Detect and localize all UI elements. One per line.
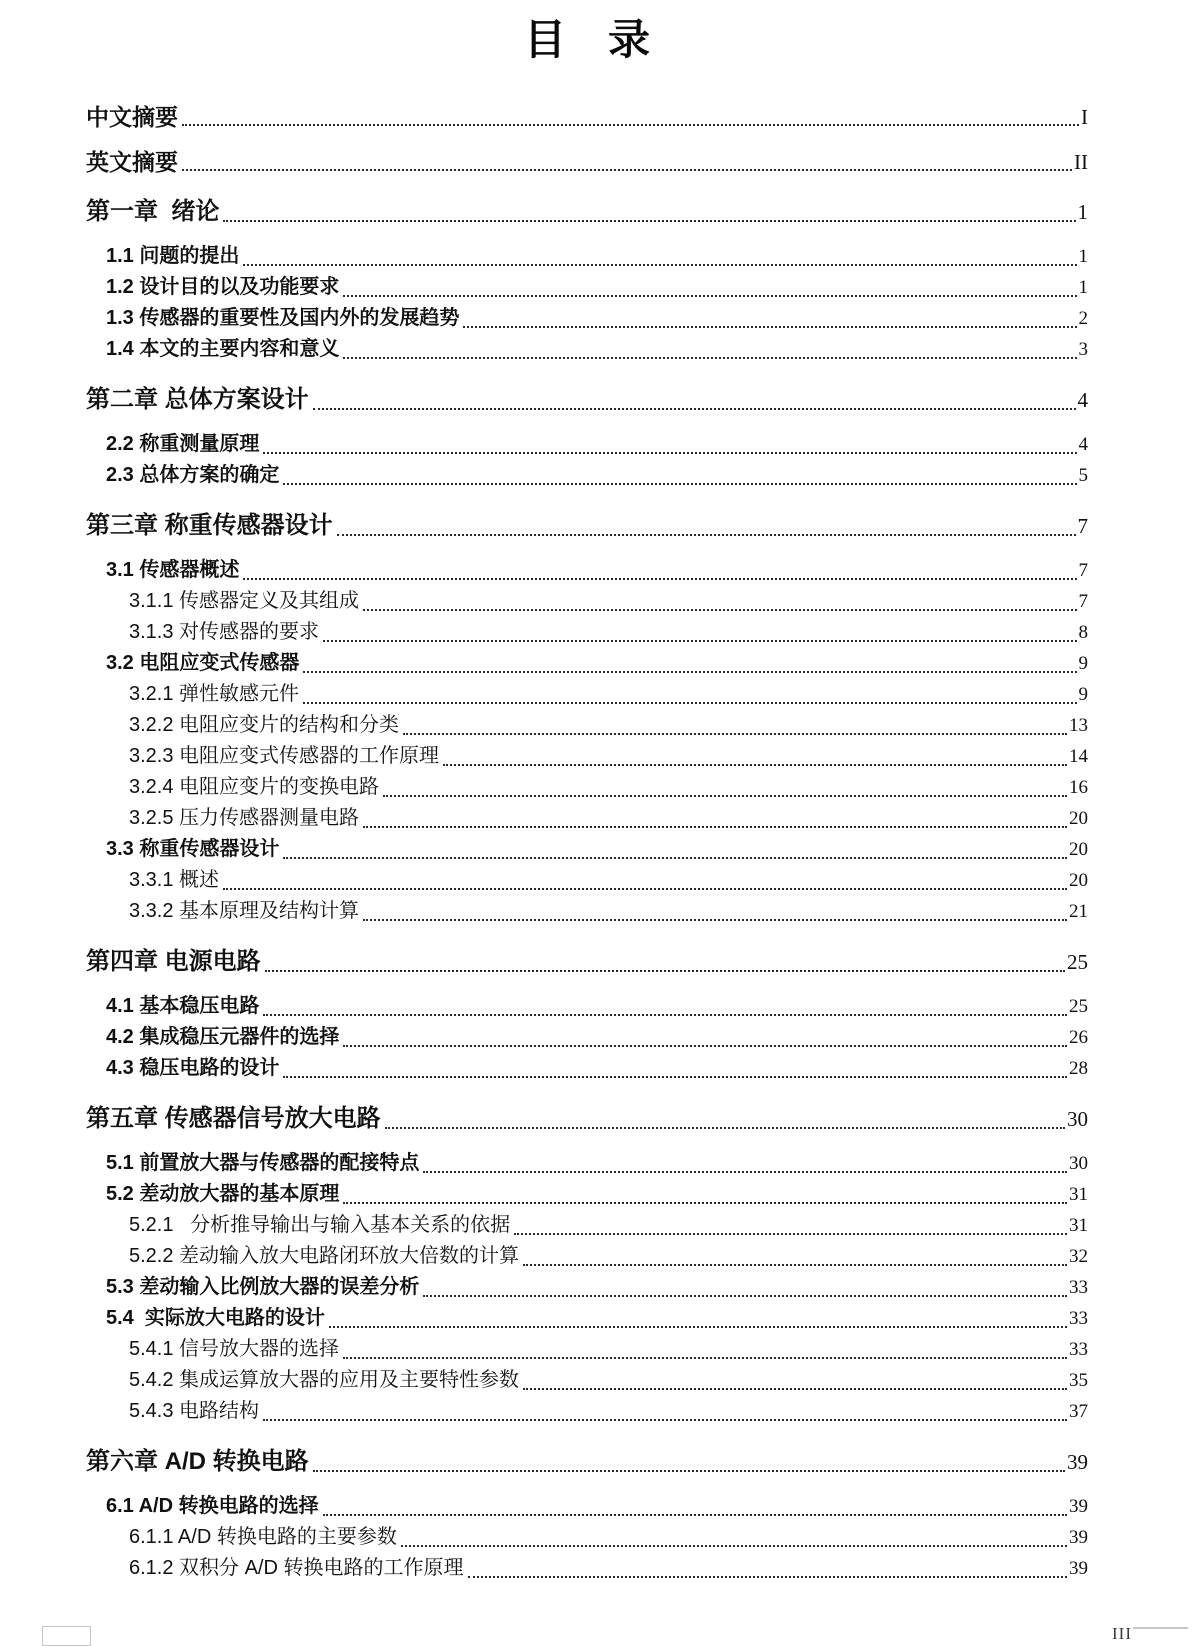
toc-entry[interactable] xyxy=(86,1148,1088,1179)
toc-entry[interactable] xyxy=(86,272,1088,303)
toc-leader-dots xyxy=(303,702,1076,704)
toc-entry-label: 第二章 总体方案设计 xyxy=(86,386,309,414)
toc-entry[interactable] xyxy=(86,710,1088,741)
toc-entry[interactable] xyxy=(86,1022,1088,1053)
toc-entry[interactable] xyxy=(86,334,1088,365)
toc-leader-dots xyxy=(265,970,1065,972)
toc-entry-label: 第四章 电源电路 xyxy=(86,948,261,976)
toc-entry-page: 14 xyxy=(1069,746,1088,768)
toc-entry-page: 39 xyxy=(1069,1527,1088,1549)
toc-leader-dots xyxy=(283,857,1067,859)
toc-leader-dots xyxy=(182,124,1079,126)
toc-entry-label: 第三章 称重传感器设计 xyxy=(86,512,333,540)
toc-entry[interactable] xyxy=(86,679,1088,710)
toc-entry-label: 1.3 传感器的重要性及国内外的发展趋势 xyxy=(106,307,460,330)
toc-entry-page: 1 xyxy=(1078,277,1088,299)
toc-entry-label: 5.4 实际放大电路的设计 xyxy=(106,1307,325,1330)
toc-entry[interactable] xyxy=(86,102,1088,132)
toc-entry[interactable] xyxy=(86,834,1088,865)
toc-entry-page: 8 xyxy=(1078,622,1088,644)
toc-leader-dots xyxy=(383,795,1067,797)
toc-entry-page: 25 xyxy=(1069,996,1088,1018)
toc-entry-page: 7 xyxy=(1077,514,1088,539)
toc-entry-page: 30 xyxy=(1067,1107,1088,1132)
toc-entry-page: 28 xyxy=(1069,1058,1088,1080)
toc-entry-page: 30 xyxy=(1069,1153,1088,1175)
toc-entry[interactable] xyxy=(86,1053,1088,1084)
toc-entry-page: 1 xyxy=(1078,246,1088,268)
toc-entry-label: 3.2.3 电阻应变式传感器的工作原理 xyxy=(129,745,440,768)
toc-leader-dots xyxy=(313,408,1076,410)
toc-entry[interactable] xyxy=(86,1241,1088,1272)
toc-entry-page: 2 xyxy=(1078,308,1088,330)
toc-entry-page: 33 xyxy=(1069,1308,1088,1330)
toc-entry[interactable] xyxy=(86,1491,1088,1522)
toc-entry-label: 5.2.2 差动输入放大电路闭环放大倍数的计算 xyxy=(129,1245,520,1268)
toc-leader-dots xyxy=(343,357,1076,359)
toc-entry[interactable] xyxy=(86,1303,1088,1334)
toc-leader-dots xyxy=(313,1470,1065,1472)
toc-entry-page: 16 xyxy=(1069,777,1088,799)
toc-leader-dots xyxy=(263,1014,1067,1016)
toc-entry-label: 1.2 设计目的以及功能要求 xyxy=(106,276,340,299)
toc-leader-dots xyxy=(423,1171,1067,1173)
toc-entry[interactable] xyxy=(86,1272,1088,1303)
toc-leader-dots xyxy=(283,483,1076,485)
toc-leader-dots xyxy=(523,1388,1067,1390)
toc-leader-dots xyxy=(263,452,1076,454)
toc-entry-label: 6.1 A/D 转换电路的选择 xyxy=(106,1495,319,1518)
toc-entry[interactable] xyxy=(86,510,1088,542)
toc-leader-dots xyxy=(337,534,1076,536)
toc-leader-dots xyxy=(343,295,1076,297)
toc-entry-label: 3.1.1 传感器定义及其组成 xyxy=(129,590,360,613)
toc-entry[interactable] xyxy=(86,429,1088,460)
toc-entry-page: 37 xyxy=(1069,1401,1088,1423)
toc-entry-label: 4.2 集成稳压元器件的选择 xyxy=(106,1026,340,1049)
toc-entry[interactable] xyxy=(86,896,1088,927)
toc-entry-label: 3.1 传感器概述 xyxy=(106,559,240,582)
toc-entry-page: 9 xyxy=(1078,653,1088,675)
toc-entry[interactable] xyxy=(86,803,1088,834)
toc-leader-dots xyxy=(363,919,1067,921)
toc-entry[interactable] xyxy=(86,1365,1088,1396)
footer-frame-box xyxy=(42,1626,91,1646)
toc-entry[interactable] xyxy=(86,648,1088,679)
toc-leader-dots xyxy=(514,1233,1067,1235)
toc-entry-label: 5.4.2 集成运算放大器的应用及主要特性参数 xyxy=(129,1369,520,1392)
toc-entry-page: 1 xyxy=(1077,200,1088,225)
toc-entry[interactable] xyxy=(86,303,1088,334)
toc-entry-label: 6.1.2 双积分 A/D 转换电路的工作原理 xyxy=(129,1557,464,1580)
toc-entry-page: 7 xyxy=(1078,591,1088,613)
toc-entry-page: 4 xyxy=(1078,434,1088,456)
toc-entry-label: 3.2.2 电阻应变片的结构和分类 xyxy=(129,714,400,737)
toc-entry-label: 第五章 传感器信号放大电路 xyxy=(86,1105,381,1133)
toc-entry-page: I xyxy=(1081,105,1088,130)
toc-entry-label: 中文摘要 xyxy=(86,104,178,131)
toc-leader-dots xyxy=(443,764,1067,766)
toc-entry-label: 4.3 稳压电路的设计 xyxy=(106,1057,280,1080)
toc-entry-label: 3.3 称重传感器设计 xyxy=(106,838,280,861)
toc-leader-dots xyxy=(243,578,1076,580)
toc-entry[interactable] xyxy=(86,865,1088,896)
page-title: 目 录 xyxy=(523,16,650,63)
toc-leader-dots xyxy=(223,220,1075,222)
footer-page-number: III xyxy=(1112,1624,1132,1643)
toc-entry[interactable] xyxy=(86,1179,1088,1210)
footer-line xyxy=(1133,1627,1188,1629)
toc-entry-label: 2.2 称重测量原理 xyxy=(106,433,260,456)
toc-entry-page: II xyxy=(1074,150,1088,175)
toc-entry[interactable] xyxy=(86,741,1088,772)
toc-entry-page: 33 xyxy=(1069,1339,1088,1361)
toc-entry[interactable] xyxy=(86,147,1088,177)
toc-entry[interactable] xyxy=(86,772,1088,803)
toc-entry-label: 5.1 前置放大器与传感器的配接特点 xyxy=(106,1152,420,1175)
toc-entry-page: 32 xyxy=(1069,1246,1088,1268)
toc-entry-label: 3.2.4 电阻应变片的变换电路 xyxy=(129,776,380,799)
toc-entry-page: 21 xyxy=(1069,901,1088,923)
toc-leader-dots xyxy=(468,1576,1068,1578)
toc-entry[interactable] xyxy=(86,1522,1088,1553)
toc-entry-label: 1.1 问题的提出 xyxy=(106,245,240,268)
toc-leader-dots xyxy=(343,1202,1067,1204)
toc-entry-label: 5.2 差动放大器的基本原理 xyxy=(106,1183,340,1206)
toc-entry[interactable] xyxy=(86,460,1088,491)
toc-leader-dots xyxy=(463,326,1076,328)
toc-entry-label: 英文摘要 xyxy=(86,149,178,176)
toc-entry-label: 4.1 基本稳压电路 xyxy=(106,995,260,1018)
toc-leader-dots xyxy=(182,169,1072,171)
toc-entry-label: 3.2.5 压力传感器测量电路 xyxy=(129,807,360,830)
toc-entry[interactable] xyxy=(86,555,1088,586)
toc-entry[interactable] xyxy=(86,1446,1088,1478)
toc-entry-label: 5.4.1 信号放大器的选择 xyxy=(129,1338,340,1361)
toc-entry[interactable] xyxy=(86,1553,1088,1584)
toc-entry[interactable] xyxy=(86,1210,1088,1241)
toc-entry-label: 3.1.3 对传感器的要求 xyxy=(129,621,320,644)
toc-entry-page: 35 xyxy=(1069,1370,1088,1392)
toc-entry-page: 9 xyxy=(1078,684,1088,706)
toc-entry[interactable] xyxy=(86,1103,1088,1135)
toc-entry[interactable] xyxy=(86,586,1088,617)
toc-leader-dots xyxy=(363,826,1067,828)
toc-entry[interactable] xyxy=(86,991,1088,1022)
toc-entry-page: 20 xyxy=(1069,808,1088,830)
toc-entry-label: 3.3.1 概述 xyxy=(129,869,220,892)
toc-entry[interactable] xyxy=(86,617,1088,648)
toc-entry[interactable] xyxy=(86,946,1088,978)
toc-entry-page: 3 xyxy=(1078,339,1088,361)
toc-leader-dots xyxy=(323,640,1076,642)
toc-leader-dots xyxy=(403,733,1067,735)
toc-entry-page: 20 xyxy=(1069,839,1088,861)
toc-leader-dots xyxy=(323,1514,1067,1516)
toc-entry-page: 31 xyxy=(1069,1184,1088,1206)
toc-entry-page: 20 xyxy=(1069,870,1088,892)
toc-entry-page: 39 xyxy=(1067,1450,1088,1475)
toc-entry-label: 第一章 绪论 xyxy=(86,198,220,226)
toc-entry-label: 5.4.3 电路结构 xyxy=(129,1400,260,1423)
toc-entry[interactable] xyxy=(86,196,1088,228)
toc-entry-label: 2.3 总体方案的确定 xyxy=(106,464,280,487)
toc-entry-page: 39 xyxy=(1069,1496,1088,1518)
toc-entry-label: 1.4 本文的主要内容和意义 xyxy=(106,338,340,361)
toc-list xyxy=(86,102,1088,1584)
toc-entry-label: 5.3 差动输入比例放大器的误差分析 xyxy=(106,1276,420,1299)
toc-leader-dots xyxy=(283,1076,1067,1078)
toc-entry-label: 3.2.1 弹性敏感元件 xyxy=(129,683,300,706)
toc-entry-page: 26 xyxy=(1069,1027,1088,1049)
toc-entry[interactable] xyxy=(86,384,1088,416)
toc-entry-page: 33 xyxy=(1069,1277,1088,1299)
toc-entry-label: 3.2 电阻应变式传感器 xyxy=(106,652,300,675)
toc-leader-dots xyxy=(401,1545,1067,1547)
toc-leader-dots xyxy=(303,671,1076,673)
toc-entry-page: 5 xyxy=(1078,465,1088,487)
toc-entry[interactable] xyxy=(86,1334,1088,1365)
toc-entry-label: 6.1.1 A/D 转换电路的主要参数 xyxy=(129,1526,397,1549)
toc-leader-dots xyxy=(243,264,1076,266)
toc-entry-page: 39 xyxy=(1069,1558,1088,1580)
toc-leader-dots xyxy=(343,1045,1067,1047)
toc-leader-dots xyxy=(223,888,1067,890)
toc-entry-label: 3.3.2 基本原理及结构计算 xyxy=(129,900,360,923)
toc-entry-label: 5.2.1 分析推导输出与输入基本关系的依据 xyxy=(129,1214,511,1237)
toc-entry[interactable] xyxy=(86,1396,1088,1427)
toc-leader-dots xyxy=(329,1326,1067,1328)
toc-leader-dots xyxy=(523,1264,1067,1266)
toc-entry-label: 第六章 A/D 转换电路 xyxy=(86,1448,309,1476)
toc-entry[interactable] xyxy=(86,241,1088,272)
toc-leader-dots xyxy=(363,609,1076,611)
toc-leader-dots xyxy=(343,1357,1067,1359)
toc-entry-page: 31 xyxy=(1069,1215,1088,1237)
toc-leader-dots xyxy=(423,1295,1067,1297)
toc-entry-page: 4 xyxy=(1077,388,1088,413)
toc-leader-dots xyxy=(385,1127,1065,1129)
toc-entry-page: 7 xyxy=(1078,560,1088,582)
toc-leader-dots xyxy=(263,1419,1067,1421)
toc-entry-page: 25 xyxy=(1067,950,1088,975)
toc-entry-page: 13 xyxy=(1069,715,1088,737)
